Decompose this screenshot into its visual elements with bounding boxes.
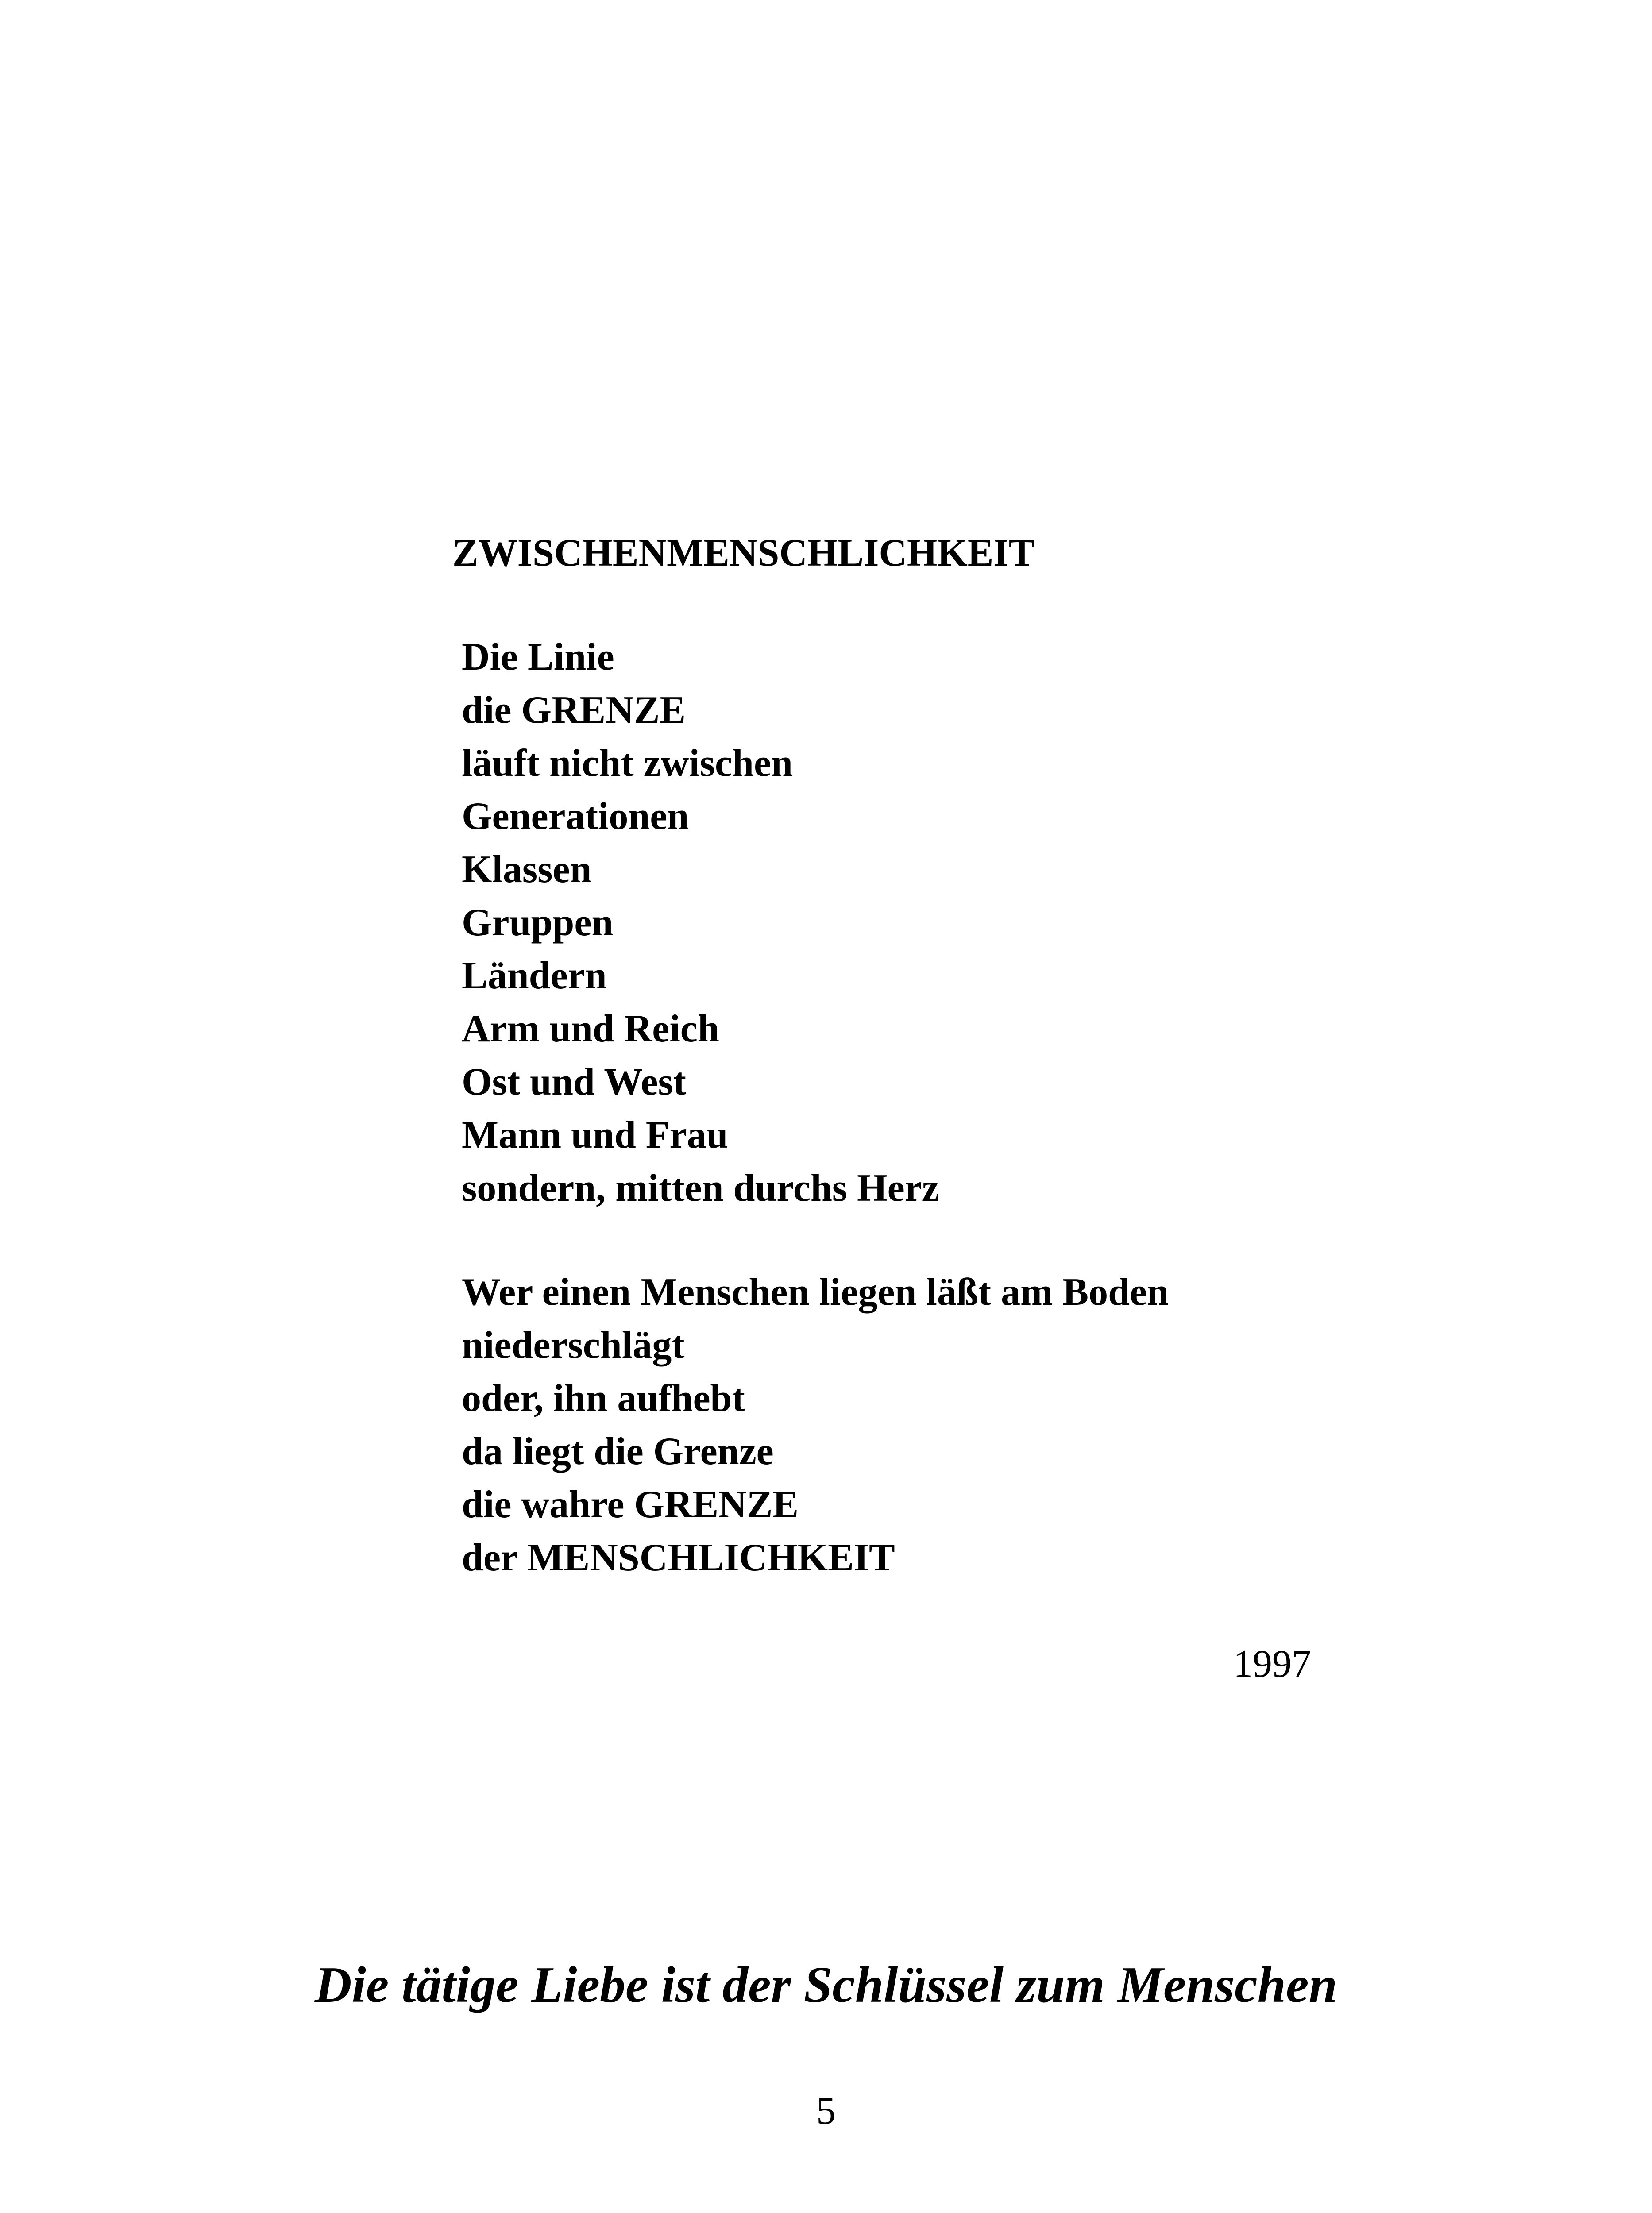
motto-line: Die tätige Liebe ist der Schlüssel zum Menschen: [314, 1957, 1338, 2013]
poem-year: 1997: [1233, 1642, 1311, 1685]
poem-line: der MENSCHLICHKEIT: [462, 1536, 895, 1579]
poem-stanza-2: [462, 1266, 1169, 1585]
poem-line: Die Linie: [462, 636, 614, 679]
poem-line: Generationen: [462, 795, 689, 838]
poem-line: da liegt die Grenze: [462, 1430, 774, 1473]
poem-line: Gruppen: [462, 901, 614, 944]
poem-title: ZWISCHENMENSCHLICHKEIT: [452, 532, 1035, 574]
poem-line: die GRENZE: [462, 689, 686, 732]
poem-line: Mann und Frau: [462, 1114, 728, 1157]
poem-line: Wer einen Menschen liegen läßt am Boden: [462, 1271, 1169, 1314]
poem-line: niederschlägt: [462, 1324, 685, 1367]
poem-line: Ost und West: [462, 1060, 686, 1103]
poem-line: Arm und Reich: [462, 1007, 719, 1050]
poem-line: die wahre GRENZE: [462, 1483, 799, 1526]
poem-stanza-1: [462, 631, 939, 1215]
poem-line: läuft nicht zwischen: [462, 742, 793, 785]
poem-line: Klassen: [462, 848, 592, 891]
poem-line: sondern, mitten durchs Herz: [462, 1167, 939, 1210]
poem-line: oder, ihn aufhebt: [462, 1377, 745, 1420]
page-number: 5: [816, 2090, 836, 2132]
poem-line: Ländern: [462, 954, 607, 997]
